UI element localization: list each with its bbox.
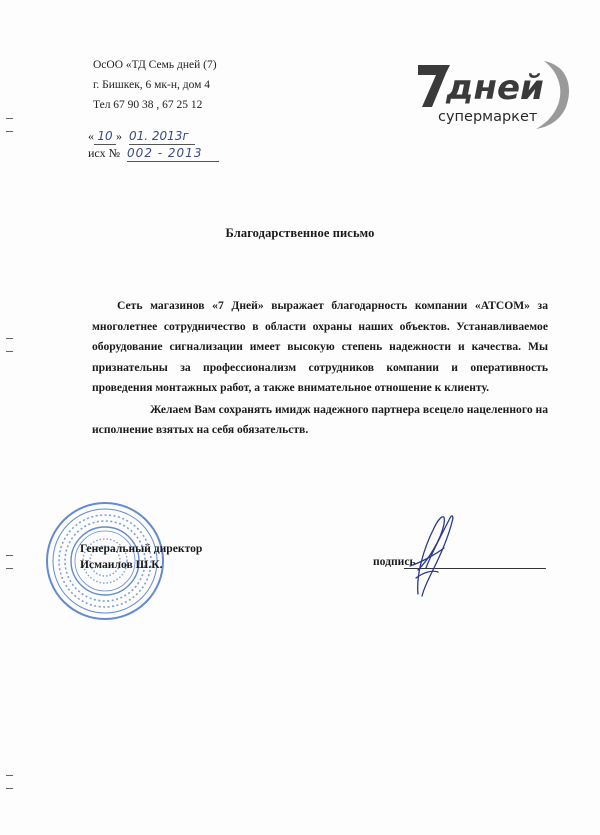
margin-mark [6,568,13,569]
company-logo [416,55,576,133]
margin-mark [6,555,13,556]
dateline [88,128,219,162]
logo-word: дней [446,68,544,108]
signatory-position: Генеральный директор [80,542,203,555]
letter-title: Благодарственное письмо [225,226,375,240]
date-quote-open: « [88,129,94,143]
handwritten-signature-icon [388,508,468,603]
margin-mark [6,775,13,776]
number-prefix: исх № [88,146,121,160]
sender-phone: Тел 67 90 38 , 67 25 12 [93,99,203,111]
sender-org: ОсОО «ТД Семь дней (7) [93,59,217,71]
logo-subtitle: супермаркет [438,109,538,125]
signoff-block [80,541,202,573]
margin-mark [6,351,13,352]
letter-paragraph: Сеть магазинов «7 Дней» выражает благодарность компании «АТСОМ» за многолетнее сотрудничество в области охраны наших объектов. Устанавливаемое оборудование сигнализации имеет высокую степень надежности и качества. Мы признательны за профессионализм сотрудников компании и оперативность проведения монтажных работ, а также внимательное отношение к клиенту. [92,299,548,394]
signature-label: подпись [373,555,416,568]
sender-address: г. Бишкек, 6 мк-н, дом 4 [93,79,211,91]
letter-paragraph: Желаем Вам сохранять имидж надежного партнера всецело нацеленного на исполнение взятых на себя обязательств. [92,402,548,436]
sender-block [93,55,217,115]
number-row [88,145,219,162]
margin-mark [6,788,13,789]
date-row [88,128,219,145]
number-value: 002 - 2013 [127,145,219,162]
date-month-year: 01. 2013г [129,128,195,145]
margin-mark [6,338,13,339]
date-quote-close: » [116,129,122,143]
date-day: 10 [94,128,116,145]
margin-mark [6,118,13,119]
margin-mark [6,131,13,132]
signatory-name: Исмаилов Ш.К. [80,558,163,571]
letter-body [92,296,548,441]
